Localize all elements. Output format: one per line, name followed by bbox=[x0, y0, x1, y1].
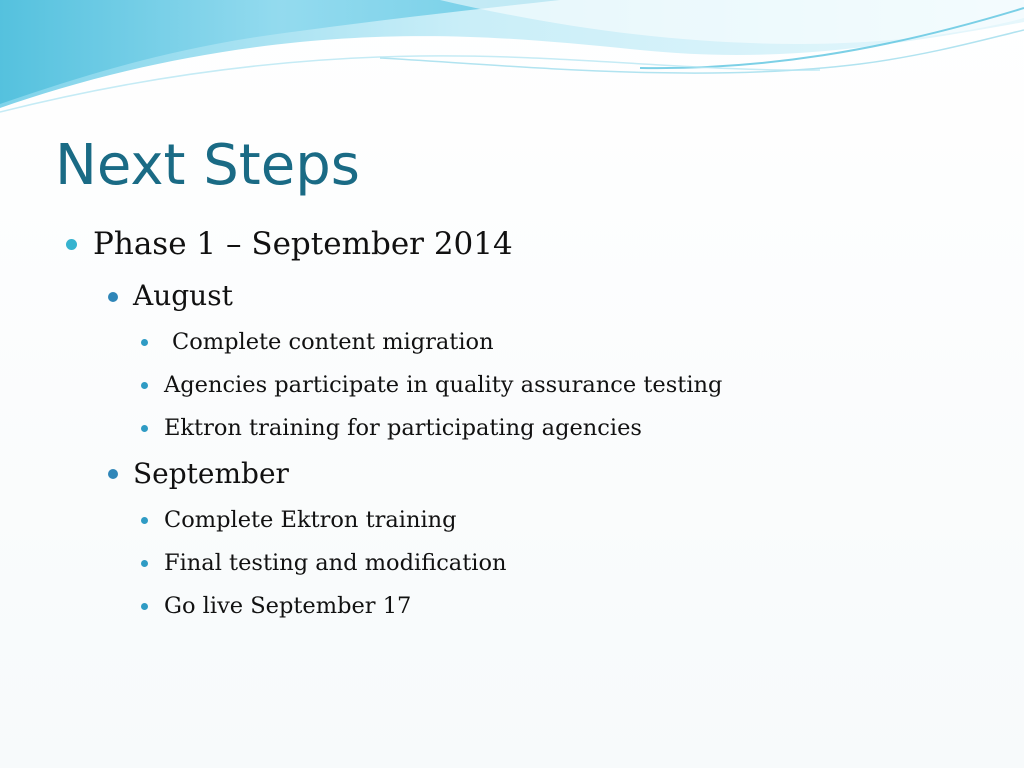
bullet-dot-icon bbox=[108, 469, 118, 479]
bullet-september: September bbox=[133, 457, 289, 490]
wave-decoration bbox=[0, 0, 1024, 120]
bullet-dot-icon bbox=[108, 292, 118, 302]
bullet-august: August bbox=[133, 279, 233, 312]
slide-title: Next Steps bbox=[55, 133, 360, 198]
bullet-dot-icon bbox=[141, 425, 148, 432]
list-item: Complete content migration bbox=[172, 329, 494, 355]
bullet-dot-icon bbox=[141, 560, 148, 567]
list-item: Final testing and modification bbox=[164, 550, 507, 576]
bullet-dot-icon bbox=[66, 239, 77, 250]
list-item: Go live September 17 bbox=[164, 593, 412, 619]
list-item: Agencies participate in quality assurance testing bbox=[164, 372, 723, 398]
list-item: Complete Ektron training bbox=[164, 507, 457, 533]
bullet-dot-icon bbox=[141, 382, 148, 389]
list-item: Ektron training for participating agencies bbox=[164, 415, 642, 441]
bullet-phase-1: Phase 1 – September 2014 bbox=[93, 226, 513, 262]
bullet-dot-icon bbox=[141, 603, 148, 610]
bullet-dot-icon bbox=[141, 339, 148, 346]
bullet-dot-icon bbox=[141, 517, 148, 524]
